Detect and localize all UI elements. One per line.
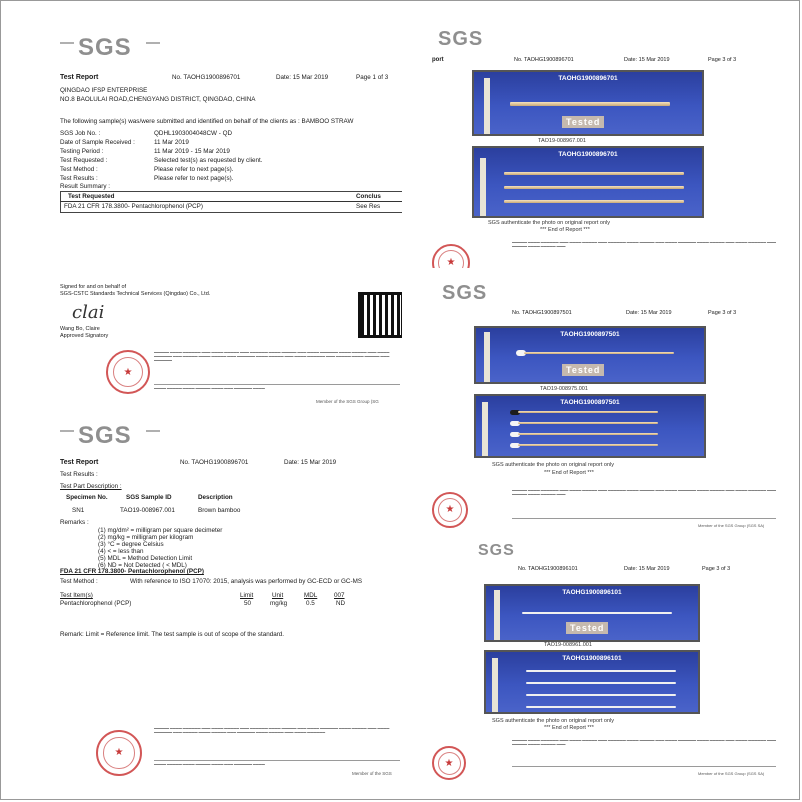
remark-item: (4) < = less than [98,548,144,555]
sgs-logo: SGS [78,422,132,449]
ruler-icon [492,658,498,712]
field-label: Date of Sample Received : [60,139,135,146]
test-item: Pentachlorophenol (PCP) [60,600,132,607]
report-fragment: port [432,57,444,63]
report-date: Date: 15 Mar 2019 [624,57,670,63]
sgs-logo: SGS [438,28,484,50]
report-date: Date: 15 Mar 2019 [276,74,329,81]
report-number: No. TAOHG1900896701 [514,57,574,63]
field-value: Please refer to next page(s). [154,166,234,173]
sample-photo [484,584,700,642]
straw [522,612,672,614]
signed-line-1: Signed for and on behalf of [60,284,127,290]
test-limit: 50 [244,600,252,607]
photo-page-a [428,20,780,268]
photo-label: TAOHG1900897501 [560,399,620,406]
test-mdl: 0.5 [306,600,315,607]
field-value: Please refer to next page(s). [154,175,234,182]
result-summary-label: Result Summary : [60,183,111,190]
straw [526,682,676,684]
tested-tag: Tested [566,622,608,634]
report-number: No. TAOHG1900897501 [512,310,572,316]
sgs-logo: SGS [78,34,132,61]
logo-bar [146,42,160,44]
summary-row-right: See Res [356,203,381,210]
page-number: Page 3 of 3 [708,310,737,316]
client-address: NO.8 BAOLULAI ROAD,CHENGYANG DISTRICT, QINGDAO, CHINA [60,96,256,103]
ruler-icon [480,158,486,216]
col-description: Description [198,494,233,501]
field-value: QDHL1903004048CW - QD [154,130,233,137]
photo-label: TAOHG1900896701 [558,75,618,82]
straw [510,102,670,106]
summary-row-left: FDA 21 CFR 178.3800- Pentachlorophenol (PCP) [64,203,203,210]
legal-fine-print: ▬▬▬▬▬ ▬▬▬▬ ▬▬▬▬▬▬ ▬▬▬ ▬▬▬▬ ▬▬▬▬▬ ▬▬▬ ▬▬▬▬▬▬ ▬▬▬▬ ▬▬▬▬▬ ▬▬▬ ▬▬▬▬ ▬▬▬▬▬▬ ▬▬▬▬ ▬▬▬▬▬ ▬▬▬ ▬▬▬▬ ▬▬▬▬▬▬ ▬▬▬ ▬▬▬▬▬ ▬▬▬▬ ▬▬▬▬▬ ▬▬▬ ▬▬▬▬▬▬ ▬▬▬▬ ▬▬▬▬▬ ▬▬▬ ▬▬▬▬ ▬▬▬▬▬▬ ▬▬▬ ▬▬▬▬▬ ▬▬▬▬ ▬▬▬▬▬ ▬▬▬ ▬▬▬▬▬▬ [154,350,390,362]
end-of-report: *** End of Report *** [544,725,594,731]
signatory-title: Approved Signatory [60,333,109,339]
photo-page-b [428,282,780,540]
sample-photo [472,146,704,218]
col-mdl: MDL [304,592,318,599]
row-specimen: SN1 [72,507,85,514]
straw [504,186,684,189]
end-of-report: *** End of Report *** [540,227,590,233]
photo-label: TAOHG1900896101 [562,655,622,662]
company-seal-icon: ★ [432,492,468,528]
test-results-label: Test Results : [60,471,98,478]
field-value: 11 Mar 2019 [154,139,189,146]
photo-caption: TAO19-008967.001 [538,138,586,144]
field-value: 11 Mar 2019 - 15 Mar 2019 [154,148,230,155]
signature: clai [72,302,105,323]
footer-line [154,384,400,385]
ruler-icon [484,332,490,382]
swab-stick [524,352,674,354]
company-seal-icon: ★ [432,746,466,780]
client-name: QINGDAO IFSP ENTERPRISE [60,87,148,94]
report-title: Test Report [60,459,99,466]
straw [526,694,676,696]
sample-intro: The following sample(s) was/were submitted and identified on behalf of the clients as : BAMBOO STRAW [60,118,354,125]
field-label: Test Requested : [60,157,108,164]
ruler-icon [482,402,488,456]
logo-bar [146,430,160,432]
footer-line [512,766,776,767]
page-number: Page 3 of 3 [702,566,731,572]
photo-caption: TAO19-008975.001 [540,386,588,392]
summary-head-left: Test Requested [68,193,115,200]
member-of-sgs: Member of the SGS [352,771,392,776]
col-result: 007 [334,592,345,599]
report-date: Date: 15 Mar 2019 [284,459,337,466]
remark-item: (5) MDL = Method Detection Limit [98,555,193,562]
page-number: Page 3 of 3 [708,57,737,63]
end-of-report: *** End of Report *** [544,470,594,476]
sample-photo [474,394,706,458]
report-date: Date: 15 Mar 2019 [624,566,670,572]
tested-tag: Tested [562,364,604,376]
report-page-2 [50,412,402,782]
logo-bar [60,430,74,432]
member-of-sgs: Member of the SGS Group (SGS SA) [698,523,765,528]
swab-stick [518,422,658,424]
photo-page-c [428,542,780,786]
company-seal-icon: ★ [106,350,150,394]
logo-bar [60,42,74,44]
col-unit: Unit [272,592,284,599]
authenticate-caption: SGS authenticate the photo on original report only [492,462,614,468]
report-page-1 [50,20,402,408]
member-of-sgs: Member of the SGS Group (SGS SA) [698,771,765,776]
legal-fine-print: ▬▬▬▬▬ ▬▬▬▬ ▬▬▬▬▬▬ ▬▬▬ ▬▬▬▬ ▬▬▬▬▬ ▬▬▬ ▬▬▬▬▬▬ ▬▬▬▬ ▬▬▬▬▬ ▬▬▬ ▬▬▬▬ ▬▬▬▬▬▬ ▬▬▬▬ ▬▬▬▬▬ ▬▬▬ ▬▬▬▬ ▬▬▬▬▬▬ ▬▬▬ ▬▬▬▬▬ ▬▬▬▬ ▬▬▬▬▬ ▬▬▬ [512,240,776,248]
row-description: Brown bamboo [198,507,241,514]
test-unit: mg/kg [270,600,288,607]
authenticate-caption: SGS authenticate the photo on original report only [488,220,610,226]
company-seal-icon: ★ [96,730,142,776]
remark-item: (2) mg/kg = milligram per kilogram [98,534,194,541]
sample-photo [474,326,706,384]
test-result: ND [336,600,346,607]
photo-label: TAOHG1900896101 [562,589,622,596]
signed-line-2: SGS-CSTC Standards Technical Services (Qingdao) Co., Ltd. [60,291,211,297]
footer-address: ▬▬▬▬ ▬▬▬▬▬ ▬▬▬▬ ▬▬▬▬▬ ▬▬▬▬ ▬▬▬ ▬▬▬▬▬▬ ▬▬▬▬ [154,762,265,766]
photo-caption: TAO19-008961.001 [544,642,592,648]
legal-fine-print: ▬▬▬▬▬ ▬▬▬▬ ▬▬▬▬▬▬ ▬▬▬ ▬▬▬▬ ▬▬▬▬▬ ▬▬▬ ▬▬▬▬▬▬ ▬▬▬▬ ▬▬▬▬▬ ▬▬▬ ▬▬▬▬ ▬▬▬▬▬▬ ▬▬▬▬ ▬▬▬▬▬ ▬▬▬ ▬▬▬▬ ▬▬▬▬▬▬ ▬▬▬ ▬▬▬▬▬ ▬▬▬▬ ▬▬▬▬▬ ▬▬▬ [512,488,776,496]
col-specimen: Specimen No. [66,494,108,501]
straw [526,706,676,708]
authenticate-caption: SGS authenticate the photo on original report only [492,718,614,724]
page-number: Page 1 of 3 [356,74,389,81]
footer-line [154,760,400,761]
summary-head-right: Conclus [356,193,381,200]
report-number: No. TAOHG1900896101 [518,566,578,572]
field-label: Testing Period : [60,148,104,155]
col-test-item: Test Item(s) [60,592,93,599]
footer-line [512,518,776,519]
qr-code-icon [358,292,402,338]
field-label: Test Results : [60,175,98,182]
ruler-icon [494,590,500,640]
sgs-logo: SGS [478,542,515,559]
sample-photo [484,650,700,714]
photo-label: TAOHG1900897501 [560,331,620,338]
sgs-logo: SGS [442,282,488,304]
swab-stick [518,444,658,446]
row-sample-id: TAO19-008967.001 [120,507,175,514]
remark-item: (3) °C = degree Celsius [98,541,164,548]
company-seal-icon: ★ [432,244,470,268]
remarks-label: Remarks : [60,519,89,526]
field-value: Selected test(s) as requested by client. [154,157,263,164]
legal-fine-print: ▬▬▬▬▬ ▬▬▬▬ ▬▬▬▬▬▬ ▬▬▬ ▬▬▬▬ ▬▬▬▬▬ ▬▬▬ ▬▬▬▬▬▬ ▬▬▬▬ ▬▬▬▬▬ ▬▬▬ ▬▬▬▬ ▬▬▬▬▬▬ ▬▬▬▬ ▬▬▬▬▬ ▬▬▬ ▬▬▬▬ ▬▬▬▬▬▬ ▬▬▬ ▬▬▬▬▬ ▬▬▬▬ ▬▬▬▬▬ ▬▬▬ [512,738,776,746]
legal-fine-print: ▬▬▬▬▬ ▬▬▬▬ ▬▬▬▬▬▬ ▬▬▬ ▬▬▬▬ ▬▬▬▬▬ ▬▬▬ ▬▬▬▬▬▬ ▬▬▬▬ ▬▬▬▬▬ ▬▬▬ ▬▬▬▬ ▬▬▬▬▬▬ ▬▬▬▬ ▬▬▬▬▬ ▬▬▬ ▬▬▬▬ ▬▬▬▬▬▬ ▬▬▬ ▬▬▬▬▬ ▬▬▬▬ ▬▬▬▬▬ ▬▬▬ ▬▬▬▬▬▬ ▬▬▬▬ ▬▬▬▬▬ ▬▬▬ ▬▬▬▬ ▬▬▬▬▬▬ [154,726,390,734]
ruler-icon [484,78,490,134]
swab-stick [518,411,658,413]
straw [504,200,684,203]
col-limit: Limit [240,592,254,599]
report-date: Date: 15 Mar 2019 [626,310,672,316]
test-method-label: Test Method : [60,578,98,585]
remark-item: (6) ND = Not Detected ( < MDL) [98,562,187,569]
tested-tag: Tested [562,116,604,128]
report-number: No. TAOHG1900896701 [172,74,241,81]
report-number: No. TAOHG1900896701 [180,459,249,466]
straw [504,172,684,175]
field-label: Test Method : [60,166,98,173]
signatory-name: Wang Bo, Claire [60,326,100,332]
report-title: Test Report [60,74,99,81]
field-label: SGS Job No. : [60,130,101,137]
footer-address: ▬▬▬▬ ▬▬▬▬▬ ▬▬▬▬ ▬▬▬▬▬ ▬▬▬▬ ▬▬▬ ▬▬▬▬▬▬ ▬▬▬▬ [154,386,265,390]
test-method-text: With reference to ISO 17070: 2015, analysis was performed by GC-ECD or GC-MS [130,578,363,585]
member-of-sgs: Member of the SGS Group (SG [316,399,379,404]
summary-divider [60,201,402,202]
swab-stick [518,433,658,435]
photo-label: TAOHG1900896701 [558,151,618,158]
straw [526,670,676,672]
col-sample-id: SGS Sample ID [126,494,172,501]
remark-line: Remark: Limit = Reference limit. The test sample is out of scope of the standard. [60,631,285,638]
test-part-description-label: Test Part Description : [60,483,122,490]
fda-section-title: FDA 21 CFR 178.3800- Pentachlorophenol (PCP) [60,568,204,575]
remark-item: (1) mg/dm² = milligram per square decimeter [98,527,223,534]
sample-photo [472,70,704,136]
